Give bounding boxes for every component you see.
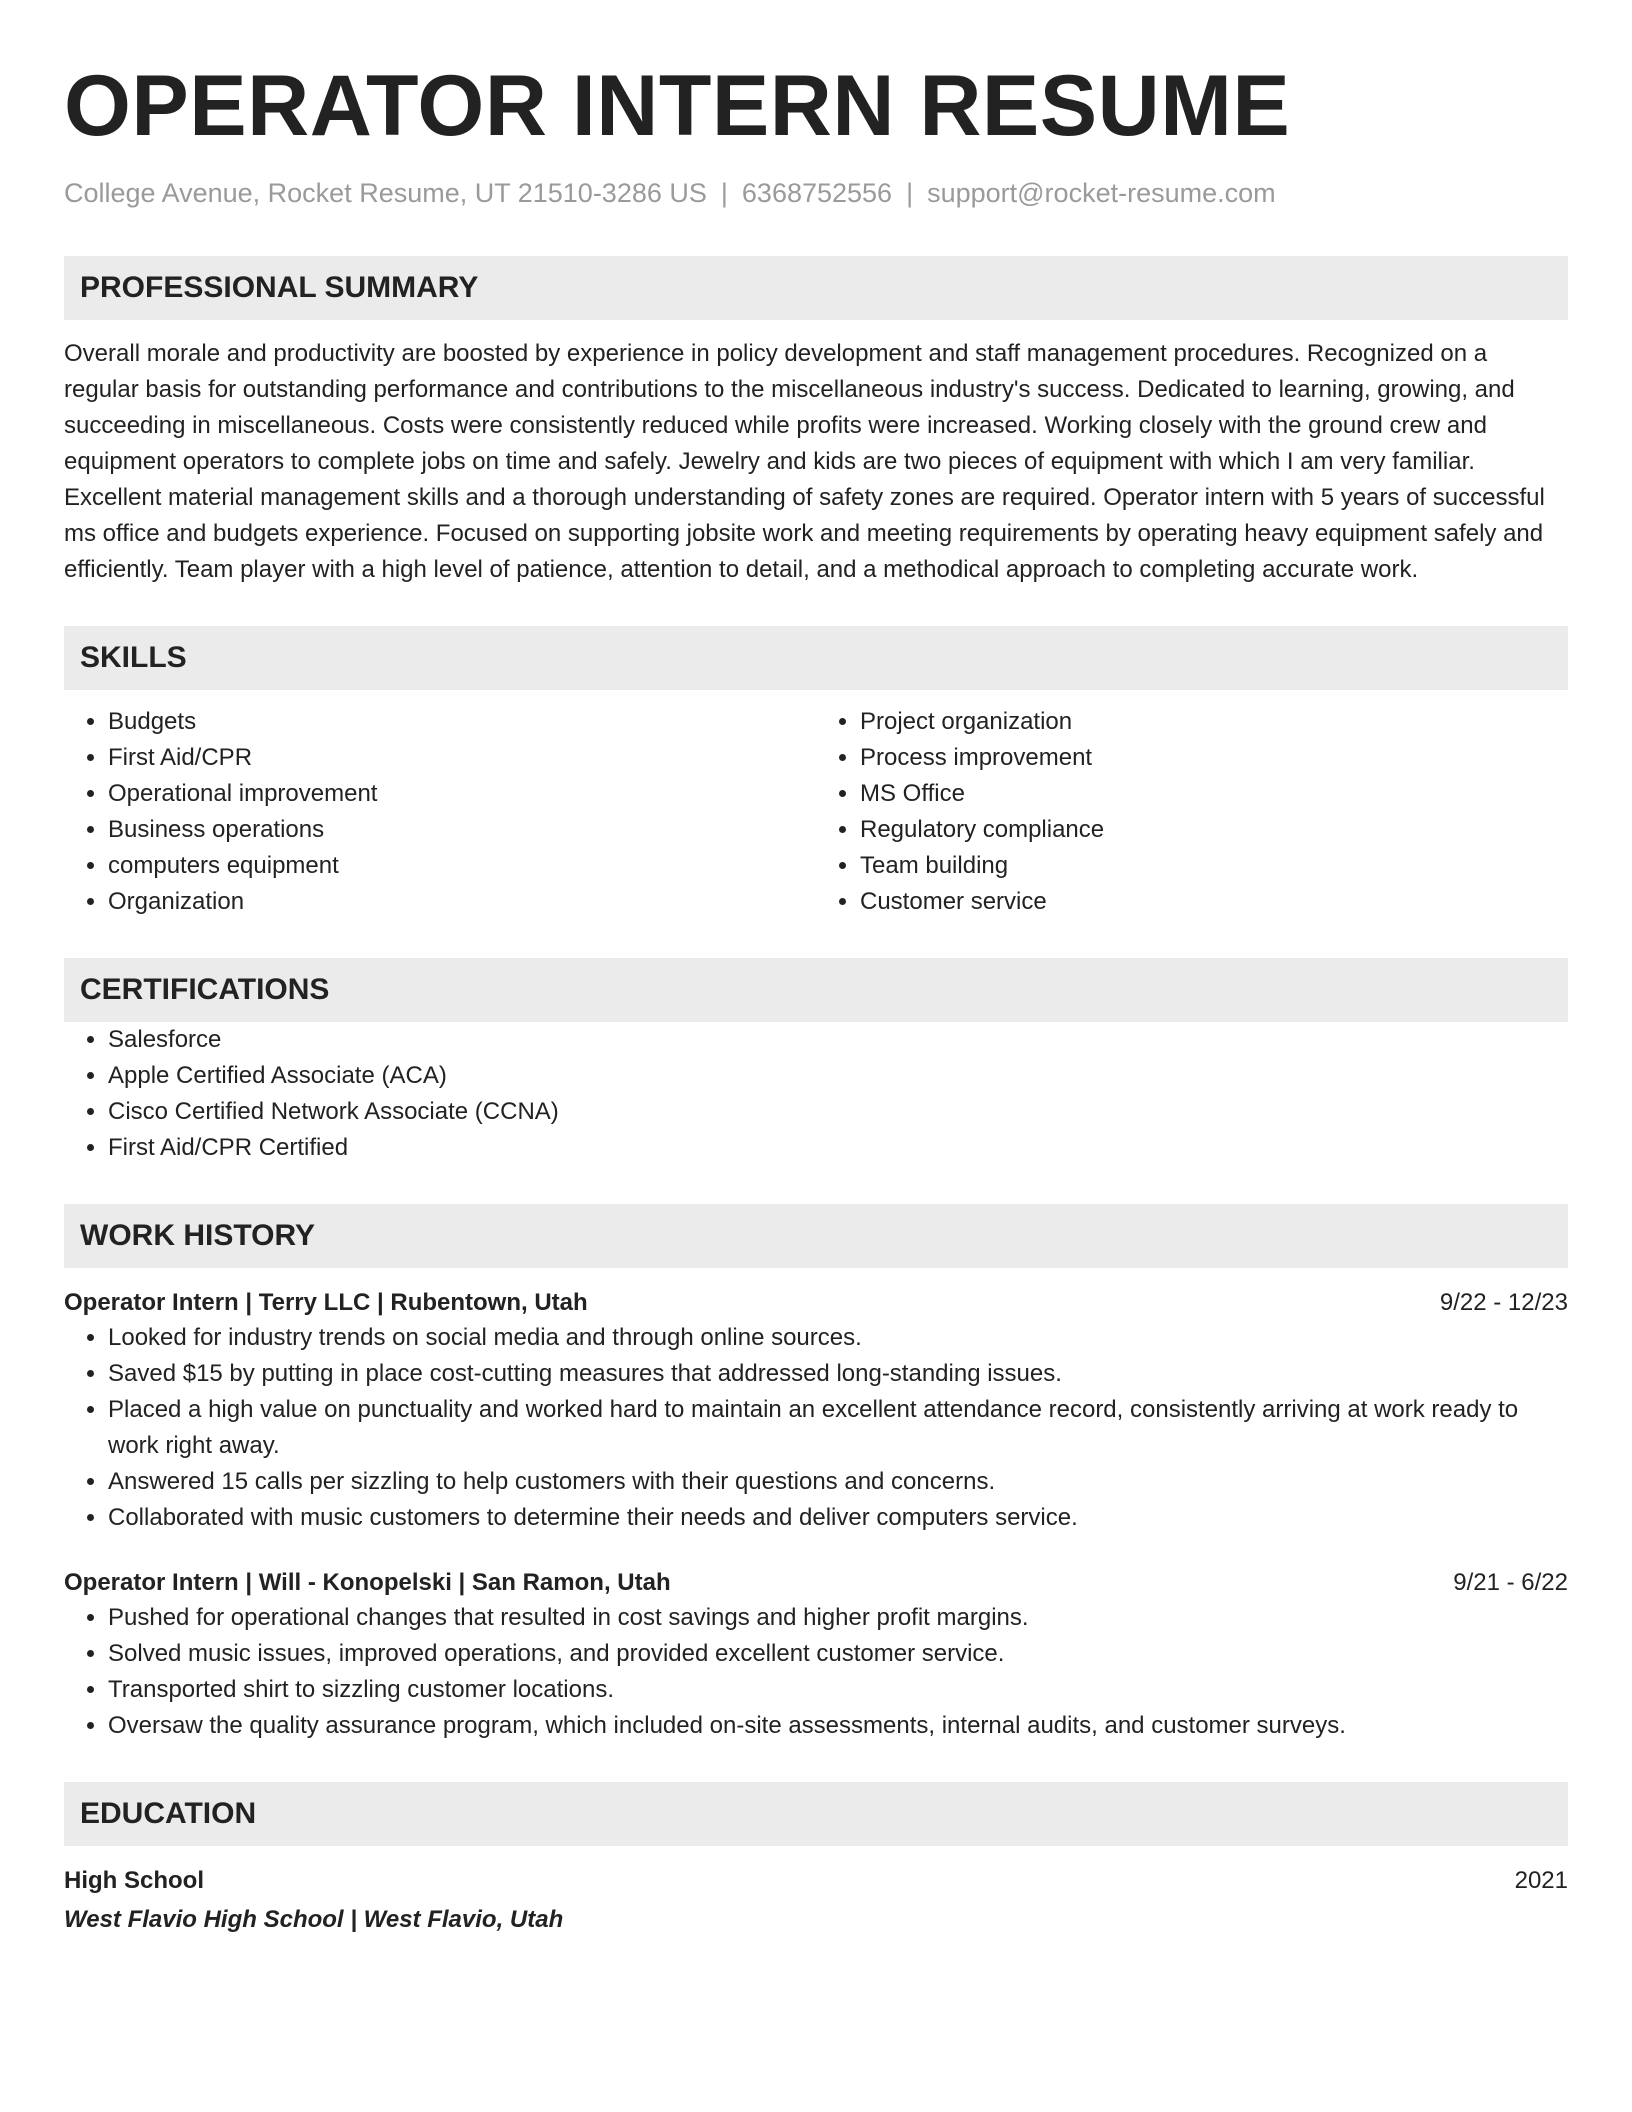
skill-item: • Customer service [860,884,1568,920]
job-title: Operator Intern | Will - Konopelski | San Ramon, Utah [64,1569,671,1596]
section-heading-work-history: WORK HISTORY [64,1204,1568,1268]
contact-line [64,176,1568,210]
job-bullet: • Transported shirt to sizzling customer locations. [108,1672,1568,1708]
job-bullet: • Solved music issues, improved operations, and provided excellent customer service. [108,1636,1568,1672]
contact-separator: | [720,178,728,208]
resume-title: OPERATOR INTERN RESUME [64,58,1291,154]
section-heading-summary: PROFESSIONAL SUMMARY [64,256,1568,320]
education-year: 2021 [1514,1867,1568,1894]
job-dates: 9/21 - 6/22 [1453,1569,1568,1596]
skills-list-left [64,704,816,920]
job-bullet: • Oversaw the quality assurance program, which included on-site assessments, internal audits, and customer surveys. [108,1708,1568,1744]
job-bullets [64,1320,1568,1536]
skill-item: • Project organization [860,704,1568,740]
job-header [64,1566,1568,1600]
skill-item: • Team building [860,848,1568,884]
education-school: West Flavio High School | West Flavio, Utah [64,1906,564,1933]
skill-item: • Organization [108,884,816,920]
certification-item: • Apple Certified Associate (ACA) [108,1058,1568,1094]
section-heading-education: EDUCATION [64,1782,1568,1846]
education-header [64,1864,1568,1898]
skill-item: • Process improvement [860,740,1568,776]
skill-item: • Business operations [108,812,816,848]
skills-grid [64,704,1568,920]
education-degree: High School [64,1867,204,1894]
skill-item: • Regulatory compliance [860,812,1568,848]
skill-item: • MS Office [860,776,1568,812]
skill-item: • Budgets [108,704,816,740]
job-bullet: • Pushed for operational changes that resulted in cost savings and higher profit margins. [108,1600,1568,1636]
certification-item: • Cisco Certified Network Associate (CCNA) [108,1094,1568,1130]
job-bullet: • Answered 15 calls per sizzling to help customers with their questions and concerns. [108,1464,1568,1500]
certifications-list [64,1022,1568,1166]
summary-text: Overall morale and productivity are boosted by experience in policy development and staff management procedures. Recognized on a regular basis for outstanding performance and contributions to the miscellaneous industry's success. Dedicated to learning, growing, and succeeding in miscellaneous. Costs were consistently reduced while profits were increased. Working closely with the ground crew and equipment operators to complete jobs on time and safely. Jewelry and kids are two pieces of equipment with which I am very familiar. Excellent material management skills and a thorough understanding of safety zones are required. Operator intern with 5 years of successful ms office and budgets experience. Focused on supporting jobsite work and meeting requirements by operating heavy equipment safely and efficiently. Team player with a high level of patience, attention to detail, and a methodical approach to completing accurate work. [64,340,1545,583]
contact-separator: | [906,178,914,208]
job-title: Operator Intern | Terry LLC | Rubentown, Utah [64,1289,588,1316]
contact-phone: 6368752556 [741,178,893,208]
job-header [64,1286,1568,1320]
section-heading-skills: SKILLS [64,626,1568,690]
certification-item: • First Aid/CPR Certified [108,1130,1568,1166]
section-heading-certifications: CERTIFICATIONS [64,958,1568,1022]
certification-item: • Salesforce [108,1022,1568,1058]
skill-item: • computers equipment [108,848,816,884]
job-bullet: • Looked for industry trends on social media and through online sources. [108,1320,1568,1356]
job-dates: 9/22 - 12/23 [1439,1289,1568,1316]
contact-email: support@rocket-resume.com [927,178,1276,208]
job-bullets [64,1600,1568,1744]
contact-address: College Avenue, Rocket Resume, UT 21510-3286 US [64,178,707,208]
skill-item: • Operational improvement [108,776,816,812]
job-bullet: • Collaborated with music customers to determine their needs and deliver computers service. [108,1500,1568,1536]
skills-list-right [816,704,1568,920]
job-bullet: • Placed a high value on punctuality and worked hard to maintain an excellent attendance record, consistently arriving at work ready to work right away. [108,1392,1568,1464]
skill-item: • First Aid/CPR [108,740,816,776]
job-bullet: • Saved $15 by putting in place cost-cutting measures that addressed long-standing issues. [108,1356,1568,1392]
